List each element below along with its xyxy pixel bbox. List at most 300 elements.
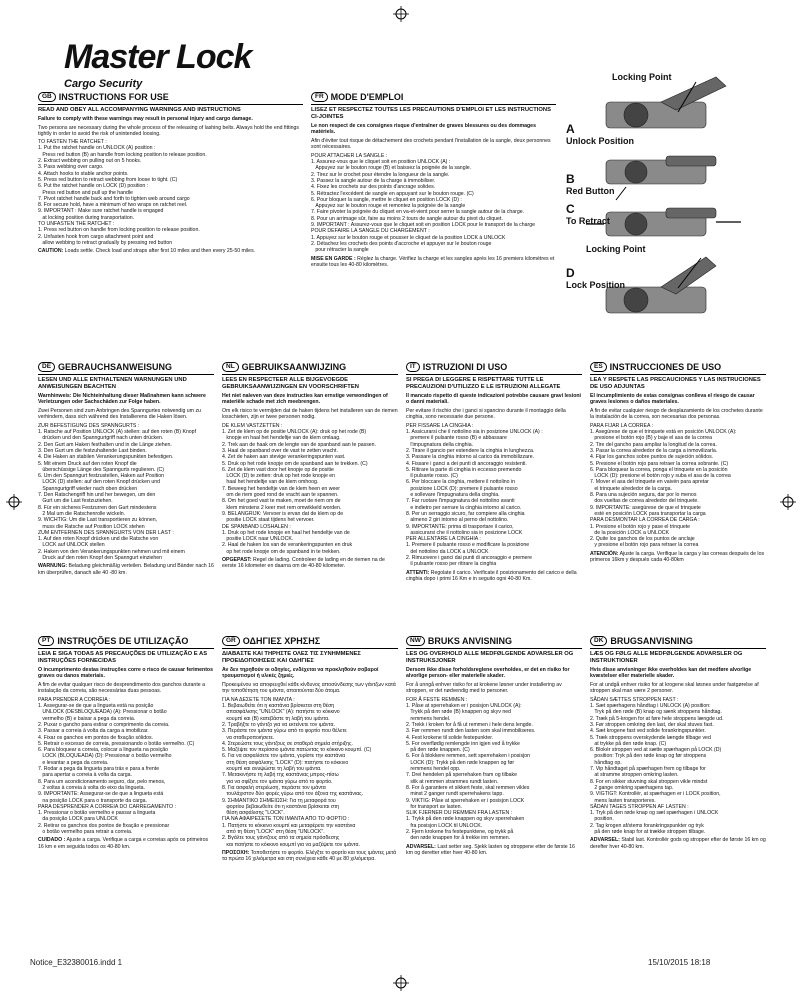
- intro-text: Two persons are necessary during the whole process of the releasing of lashing belts. Always hold the end fittings tightly in order to avoid the risk of unintended loosing.: [38, 124, 299, 137]
- footer-date: 15/10/2015 18:18: [648, 958, 711, 967]
- instruction-line: 6. Για να ασφαλίσετε τον ιμάντα, γυρίστε την καστάνια: [222, 753, 346, 760]
- instruction-line: Trykk på den røde (B) knappen og skyv ned: [406, 709, 512, 716]
- language-code-badge: IT: [406, 362, 420, 372]
- instruction-line: SÅDAN TAGES STROPPEN AF LASTEN :: [590, 803, 689, 810]
- caution-label: CUIDADO :: [38, 837, 66, 844]
- instruction-line: θέση ασφάλισης "LOCK".: [222, 810, 285, 817]
- section-divider: [38, 104, 303, 105]
- caution-label: OPGEPAST:: [222, 557, 252, 564]
- instruction-line: 8. Per un serraggio sicuro, far compiere alla cinghia: [406, 510, 525, 517]
- instruction-line: 7. Den Ratschengriff hin und her bewegen, um den: [38, 492, 156, 499]
- instruction-line: 7. Rodar a pega da lingueta para trás e para a frente: [38, 766, 160, 773]
- instruction-line: na posição LOCK para o transporte da carga.: [38, 797, 148, 804]
- warning-text: Αν δεν τηρηθούν οι οδηγίες, ενδέχεται να προκληθούν σοβαροί τραυματισμοί ή υλικές ζημιές.: [222, 666, 379, 680]
- instruction-line: dos vueltas de correa alrededor del trinquete.: [590, 498, 699, 505]
- instruction-line: 6. For å blokkere remmen, sett sperrehaken i posisjon: [406, 753, 530, 760]
- instruction-line: 1. Premere il pulsante rosso e modificare la posizione: [406, 542, 530, 549]
- section-header: [590, 362, 766, 372]
- caution-body: Ajuste la carga. Verifique la carga y las correas después de los primeros 16km y después cada 40-80km: [590, 550, 765, 564]
- caution-label: ADVARSEL:: [406, 843, 436, 850]
- caution-text: [38, 837, 214, 850]
- caution-body: Regolate il carico. Verificate il posizionamento del carico e della cinghia dopo i primi 16 Km e in seguito ogni 40-80 Km.: [406, 569, 577, 582]
- instruction-line: 1. Pressionar o botão vermelho e passar a lingueta: [38, 810, 156, 817]
- caution-body: Beladung gleichmäßig verteilen. Beladung und Bänder nach 16 km überprüfen, danach alle 40 -80 km.: [38, 563, 214, 576]
- instruction-line: fra posisjon LOCK til UNLOCK.: [406, 822, 483, 829]
- language-code-badge: GR: [222, 636, 240, 646]
- instruction-line: på den røde knap for at trække stroppen tilbage.: [590, 829, 706, 836]
- instruction-line: 6. Para bloquear la correa, ponga el trinquete en la posición: [590, 466, 728, 473]
- section-header: [590, 636, 766, 646]
- instruction-line: 1. Tryk på den røde knap og sæt spærhagen i UNLOCK: [590, 810, 719, 817]
- instruction-line: på den røde knappen. (C): [406, 747, 470, 754]
- section-heading: LÆS OG FØLG ALLE MEDFØLGENDE ADVARSLER OG INSTRUKTIONER: [590, 651, 743, 664]
- instruction-line: 8. Om het goed vast te maken, moet de riem om de: [222, 498, 341, 505]
- instruction-line: 6. Put the ratchet handle on LOCK (D) position :: [38, 183, 149, 190]
- section-divider: [311, 104, 556, 105]
- instruction-line: να σταθεροποιήσετε.: [222, 734, 275, 741]
- intro-text: Afin d'éviter tout risque de détachement des crochets pendant l'installation de la sangle, deux personnes sont nécessaires.: [311, 138, 551, 151]
- instruction-line: 9. IMPORTANT : Assurez-vous que le cliquet soit en position LOCK pour le transport de la charge: [311, 222, 536, 229]
- instruction-line: 6. Para bloquear a correia, colocar a lingueta na posição: [38, 747, 169, 754]
- figure-label-b: Red Button: [566, 186, 615, 196]
- instruction-line: l'impugnatura della cinghia.: [406, 441, 474, 448]
- instruction-line: απασφάλισης "UNLOCK" (A): πατήστε το κόκκινο: [222, 709, 340, 716]
- figure-letter-a: A: [566, 122, 575, 136]
- instruction-line: positie LOCK staat tijdens het vervoer.: [222, 517, 315, 524]
- instruction-line: slik at remmen strammes rundt lasten.: [406, 778, 499, 785]
- brand-subtitle: Cargo Security: [64, 78, 143, 90]
- instruction-line: 5. Druk op het rode knopje om de spanband aan te trekken. (C): [222, 460, 368, 467]
- caution-body: Stabil last. Kontrollér gods og stropper efter de første 16 km og derefter hver 40-80 km.: [590, 837, 766, 850]
- section-title: ΟΔΗΓΙΕΣ ΧΡΗΣΗΣ: [242, 636, 321, 646]
- instruction-line: POUR DEFAIRE LA SANGLE DU CHARGEMENT :: [311, 228, 430, 235]
- instruction-line: 7. Vip håndtaget på spærhagen frem og tilbage for: [590, 766, 706, 773]
- instruction-line: positie LOCK naar UNLOCK.: [222, 536, 294, 543]
- instruction-line: 5. For overflødig remlengde inn igjen ved å trykke: [406, 740, 520, 747]
- instruction-line: 2. Haal de haken los van de verankeringspunten en druk: [222, 542, 353, 549]
- section-divider: [406, 374, 582, 375]
- instruction-line: 5. Rétractez l'excédent de sangle en appuyant sur le bouton rouge. (C): [311, 190, 474, 197]
- instruction-line: 7. Mover el asa del trinquete en vaivén para apretar: [590, 479, 709, 486]
- instruction-line: el trinquete alrededor de la carga.: [590, 485, 672, 492]
- instruction-line: φορτίου βεβαιωθείτε ότι η καστάνια βρίσκεται στη: [222, 803, 340, 810]
- instruction-line: PER FISSARE LA CINGHIA :: [406, 422, 474, 429]
- instruction-line: 1. Assegurar-se de que a lingueta está na posição: [38, 703, 154, 710]
- instruction-line: for transport av lasten.: [406, 803, 462, 810]
- instruction-line: 6. Blokér stroppen ved at sætte spærhagen på LOCK (D): [590, 747, 722, 754]
- section-gr: [222, 636, 398, 936]
- instruction-line: 3. Den Gurt um die festzuhaltende Last binden.: [38, 447, 147, 454]
- instruction-line: 2. Tirare il gancio per estendere la cinghia in lunghezza.: [406, 447, 535, 454]
- figure-b-ratchet: [606, 156, 716, 200]
- instruction-line: 1. Βεβαιωθείτε ότι η καστάνια βρίσκεται στη θέση: [222, 703, 335, 710]
- instruction-line: 1. Assurez-vous que le cliquet soit en position UNLOCK (A) :: [311, 159, 451, 166]
- instruction-line: κουμπί και ανυψώστε τη λαβή του ιμάντα.: [222, 766, 322, 773]
- caution-text: [406, 844, 582, 857]
- section-title: INSTRUCCIONES DE USO: [609, 362, 722, 372]
- instruction-line: 9. IMPORTANTE: Assegurar-se de que a lingueta está: [38, 791, 164, 798]
- caution-body: Ajuste a carga. Verifique a carga e correias após os primeiros 16 km e em seguida todos os 40-80 km.: [38, 837, 209, 850]
- instruction-line: 8. Pour un arrimage sûr, faire au moins 2 tours de sangle autour du pivot du cliquet.: [311, 215, 503, 222]
- caution-text: [311, 256, 556, 269]
- instruction-line: om de riem goed rond de vracht aan te spannen.: [222, 492, 339, 499]
- figure-label-c: To Retract: [566, 216, 610, 226]
- warning-text: Hvis disse anvisninger ikke overholdes kan det medføre alvorlige kvæstelser eller materielle skader.: [590, 666, 752, 680]
- section-dk: [590, 636, 766, 936]
- instruction-line: 9. IMPORTANT : Make sure ratchet handle is engaged: [38, 208, 164, 215]
- section-heading: LESEN UND ALLE ENTHALTENEN WARNUNGEN UND ANWEISUNGEN BEACHTEN: [38, 377, 187, 390]
- section-title: GEBRUIKSAANWIJZING: [241, 362, 347, 372]
- instruction-line: LOCK (D): Trykk på den røde knappen og før: [406, 759, 515, 766]
- instruction-line: FOR Å FESTE REMMEN :: [406, 696, 468, 703]
- instruction-line: mens lasten transporteres.: [590, 797, 656, 804]
- instruction-line: klem minstens 2 keer met rem omwikkeld worden.: [222, 504, 342, 511]
- instruction-line: 9. WICHTIG: Um die Last transportieren zu können,: [38, 517, 158, 524]
- instruction-line: op het rode knopje om de spanband in te trekken.: [222, 548, 341, 555]
- section-header: [311, 92, 556, 102]
- instruction-line: vermelho (B) e baixar a pega da correia.: [38, 715, 136, 722]
- instruction-line: 1. Πατήστε το κόκκινο κουμπί και μεταφέρετε την καστάνια: [222, 822, 356, 829]
- instruction-line: para apertar a correia à volta da carga.: [38, 772, 133, 779]
- section-heading: ΔΙΑΒΑΣΤΕ ΚΑΙ ΤΗΡΗΣΤΕ ΟΛΕΣ ΤΙΣ ΣΥΝΗΜΜΕΝΕΣ ΠΡΟΕΙΔΟΠΟΙΗΣΕΙΣ ΚΑΙ ΟΔΗΓΙΕΣ: [222, 651, 361, 664]
- instruction-line: 1. Auf den roten Knopf drücken und die Ratsche von: [38, 536, 159, 543]
- figure-a-ratchet: [606, 77, 726, 128]
- caution-label: ADVARSEL:: [590, 837, 620, 844]
- instruction-line: 1. Asegúrese de que el trinquete está en posición UNLOCK (A):: [590, 429, 737, 436]
- instruction-line: de la posición LOCK a UNLOCK: [590, 529, 670, 536]
- warning-text: Le non respect de ces consignes risque d'entraîner de graves blessures ou des dommages matériels.: [311, 122, 536, 136]
- instruction-line: 8. For å garantere et sikkert feste, skal remmen vikles: [406, 784, 530, 791]
- locking-point-label-top: Locking Point: [612, 72, 672, 82]
- instruction-line: 1. Trykk på den røde knappen og skyv sperrehaken: [406, 816, 525, 823]
- instruction-line: position.: [590, 816, 614, 823]
- instruction-line: Press red button (B) an handle from locking position to release position.: [38, 151, 207, 158]
- figure-label-d: Lock Position: [566, 280, 626, 290]
- instruction-line: Tryk på den røde (B) knap og sænk stroppens håndtag.: [590, 709, 722, 716]
- language-code-badge: ES: [590, 362, 607, 372]
- instruction-line: minst 2 ganger rundt sperrehakens tapp.: [406, 791, 504, 798]
- caution-label: MISE EN GARDE :: [311, 255, 356, 262]
- instruction-line: ZUR BEFESTIGUNG DES SPANNGURTS :: [38, 422, 140, 429]
- instruction-line: 1. Press red button on handle from locking position to release position.: [38, 227, 200, 234]
- caution-label: ATTENTI:: [406, 569, 430, 576]
- language-code-badge: GB: [38, 92, 56, 102]
- instruction-line: da posição LOCK para UNLOCK: [38, 816, 118, 823]
- intro-text: For at undgå enhver risiko for at krogene skal løsnes under fastgørelse af stroppen skal man være 2 personer.: [590, 682, 759, 695]
- instruction-line: Appuyez sur le bouton rouge (B) et baissez la poignée de la sangle.: [311, 165, 472, 172]
- intro-text: Zwei Personen sind zum Anbringen des Spanngurtes notwendig um zu verhindern, dass sich während des Installierens die Haken lösen.: [38, 408, 201, 421]
- instruction-line: allow webbing to retract gradually by pressing red button: [38, 239, 173, 246]
- section-divider: [590, 648, 766, 649]
- caution-label: ATENCIÓN:: [590, 550, 619, 557]
- instruction-line: 2. Tag krogen af/stems forankringspunkter og tryk: [590, 822, 704, 829]
- section-divider: [406, 648, 582, 649]
- instruction-line: LOCK (D) te zetten: druk op het rode knopje en: [222, 473, 336, 480]
- instruction-line: 4. Fest krokene til solide festepunkter.: [406, 734, 494, 741]
- instruction-line: 6. Per bloccare la cinghia, mettere il nottolino in: [406, 479, 515, 486]
- instruction-line: 3. Haal de spanband over de vast te zetten vracht.: [222, 447, 338, 454]
- instruction-line: 2. Den Gurt am Haken festhalten und in die Länge ziehen.: [38, 441, 172, 448]
- instruction-line: 1. Druk op het rode knopje en haal het hendeltje van de: [222, 529, 350, 536]
- section-header: [222, 636, 398, 646]
- instruction-line: 7. Faire pivoter la poignée du cliquet en va-et-vient pour serrer la sangle autour de la charge.: [311, 209, 525, 216]
- intro-text: For å unngå enhver risiko for at krokene løsner under installering av stroppen, er det nødvendig med to personer.: [406, 682, 562, 695]
- instruction-line: 4. Zet de haken aan stevige verankeringspunten vast.: [222, 454, 346, 461]
- section-heading: LISEZ ET RESPECTEZ TOUTES LES PRECAUTIONS D'EMPLOI ET LES INSTRUCTIONS CI-JOINTES: [311, 107, 551, 120]
- instruction-line: 6. Pour bloquer la sangle, mettre le cliquet en position LOCK (D) :: [311, 196, 462, 203]
- intro-text: Προκειμένου να αποφευχθεί κάθε κίνδυνος αποσύνδεσης των γάντζων κατά την τοποθέτηση του ιμάντα, απαιτούνται δύο άτομα.: [222, 682, 396, 695]
- instruction-line: LOCK (BLOQUEADA) (D): Pressionar o botão vermelho: [38, 753, 172, 760]
- section-pt: [38, 636, 214, 936]
- section-title: ISTRUZIONI DI USO: [422, 362, 508, 372]
- language-code-badge: FR: [311, 92, 328, 102]
- instruction-line: 2 Mal um die Ratschenrolle wickeln.: [38, 510, 126, 517]
- instruction-line: e indietro per serrare la cinghia intorno al carico.: [406, 504, 522, 511]
- instruction-line: 1. Assicurarsi che il nottolino sia in posizione UNLOCK (A) :: [406, 429, 543, 436]
- figure-letter-d: D: [566, 266, 575, 280]
- instruction-line: 9. VIGTIGT: Kontrollér, at spærhagen er i LOCK position,: [590, 791, 721, 798]
- instruction-line: presione el botón rojo (B) y baje el asa de la correa: [590, 435, 712, 442]
- instruction-line: 6. Zet de klem vast door het knopje op de positie: [222, 466, 334, 473]
- section-title: GEBRAUCHSANWEISUNG: [58, 362, 173, 372]
- instruction-line: 2. Fjern krokene fra festepunktene, og trykk på: [406, 829, 514, 836]
- caution-text: [406, 570, 582, 583]
- section-heading: READ AND OBEY ALL ACCOMPANYING WARNINGS AND INSTRUCTIONS: [38, 107, 241, 113]
- caution-label: CAUTION:: [38, 248, 64, 255]
- warning-text: Dersom ikke disse forholdsreglene overholdes, er det en risiko for alvorlige person- eller materielle skader.: [406, 666, 570, 680]
- section-nl: [222, 362, 398, 624]
- instruction-line: PARA DESPRENDER A CORREIA DO CARREGAMENTO :: [38, 803, 176, 810]
- section-header: [222, 362, 398, 372]
- instruction-line: 2. Tirez sur le crochet pour étendre la longueur de la sangle.: [311, 171, 450, 178]
- caution-body: Τοποθετήστε το φορτίο. Ελέγξτε το φορτίο και τους ιμάντες μετά τα πρώτα 16 χιλιόμετρα και στη συνέχεια κάθε 40 με 80 χιλιόμετρα.: [222, 849, 397, 863]
- footer-filename: Notice_E32380016.indd 1: [30, 958, 123, 967]
- caution-label: WARNUNG:: [38, 563, 68, 570]
- instruction-line: remmens hendel.: [406, 715, 451, 722]
- warning-text: Warnhinweis: Die Nichteinhaltung dieser Maßnahmen kann schwere Verletzungen oder Sachschäden zur Folge haben.: [38, 392, 206, 406]
- instruction-line: 5. Presione el botón rojo para retraer la correa sobrante. (C): [590, 460, 729, 467]
- instruction-line: 5. Mit einem Druck auf den roten Knopf die: [38, 460, 137, 467]
- instruction-line: 9. ΣΗΜΑΝΤΙΚΟ ΣΗΜΕΙΩΣΗ: Για τη μεταφορά του: [222, 797, 336, 804]
- instruction-line: håndtag op.: [590, 759, 622, 766]
- warning-text: El incumplimiento de estas consignas conlleva el riesgo de causar graves lesiones o daños materiales.: [590, 392, 755, 406]
- warning-text: Het niet naleven van deze instructies kan ernstige verwondingen of materiële schade met zich meebrengen.: [222, 392, 388, 406]
- ratchet-illustration: [566, 72, 766, 352]
- instruction-line: 8. Für ein sicheres Festzurren den Gurt mindestens: [38, 504, 157, 511]
- section-title: MODE D'EMPLOI: [330, 92, 404, 102]
- caution-body: Loads settle. Check load and straps after first 10 miles and then every 25-50 miles.: [63, 248, 256, 255]
- instruction-line: 3. Pasar la correa alrededor de la carga a inmovilizarla.: [590, 447, 718, 454]
- instruction-line: 2. Quite los ganchos de los puntos de anclaje: [590, 536, 695, 543]
- instruction-line: del nottolino da LOCK a UNLOCK: [406, 548, 489, 555]
- instruction-line: PARA DESMONTAR LA CORREA DE CARGA :: [590, 517, 700, 524]
- instruction-line: 6. Um den Spanngurt festzustellen, Haken auf Position: [38, 473, 165, 480]
- section-divider: [38, 374, 214, 375]
- instruction-line: assicurarsi che il nottolino sia in posizione LOCK: [406, 529, 523, 536]
- section-title: INSTRUÇÕES DE UTILIZAÇÃO: [57, 636, 189, 646]
- instruction-line: 9. VIKTIG: Påse at sperrehaken er i posisjon LOCK: [406, 797, 525, 804]
- caution-body: Last setter seg. Sjekk lasten og stroppene etter de første 16 km og deretter etter hver 40-80 km.: [406, 843, 575, 856]
- instruction-line: at trykke på den røde knap. (C): [590, 740, 667, 747]
- instruction-line: il pulsante rosso per ritirare la cinghia: [406, 561, 497, 568]
- instruction-line: 2. Unfasten hook from cargo attachment point and: [38, 233, 154, 240]
- warning-text: Il mancato rispetto di queste indicazioni potrebbe causare gravi lesioni o danni materiali.: [406, 392, 581, 406]
- instruction-line: 4. Στερεώστε τους γάντζους σε σταθερά σημεία στήριξης.: [222, 740, 353, 747]
- instruction-line: Appuyez sur le bouton rouge et remontez la poignée de la sangle: [311, 203, 466, 210]
- locking-point-label-bottom: Locking Point: [586, 244, 646, 254]
- instruction-line: il pulsante rosso. (C): [406, 473, 458, 480]
- caution-body: Regel de lading. Controleer de lading en de riemen na de eerste 16 kilometer en daarna om de 40-80 kilometer.: [222, 557, 385, 570]
- instruction-line: 2. Τραβήξτε το γάντζο για να εκτείνετε τον ιμάντα.: [222, 721, 335, 728]
- instruction-line: 7. Drei hendelen på sperrehaken fram og tilbake: [406, 772, 518, 779]
- instruction-line: 8. For en sikker stuvning skal stroppen vikle mindst: [590, 778, 708, 785]
- instruction-line: 8. Para um acondicionamento seguro, dar, pelo menos,: [38, 778, 166, 785]
- intro-text: A fin de evitar cualquier riesgo de desplazamiento de los crochetes durante la instalación de la correa, son necesarias dos personas.: [590, 408, 763, 421]
- instruction-line: 4. Attach hooks to stable anchor points.: [38, 170, 129, 177]
- instruction-line: pour rétracter la sangle: [311, 247, 369, 254]
- instruction-line: 4. Fixar os ganchos em pontos de fixação sólidos.: [38, 734, 154, 741]
- section-divider: [590, 374, 766, 375]
- instruction-line: e sollevare l'impugnatura della cinghia.: [406, 492, 500, 499]
- section-header: [406, 636, 582, 646]
- instruction-line: 8. For secure hold, have a minimum of two wraps on ratchet reel.: [38, 202, 188, 209]
- instruction-line: 1. Presione el botón rojo y pase el trinquete: [590, 523, 691, 530]
- instruction-line: 5. Retrair o excesso de correia, pressionando o botão vermelho. (C): [38, 740, 195, 747]
- figure-letter-c: C: [566, 202, 575, 216]
- caution-text: [590, 551, 766, 564]
- instruction-line: για να σφίξετε τον ιμάντα γύρω από το φορτίο.: [222, 778, 333, 785]
- caution-text: [38, 248, 303, 254]
- instruction-line: ZUM ENTFERNEN DES SPANNGURTS VON DER LAST :: [38, 529, 174, 536]
- instruction-line: knopje en haal het hendeltje van de klem omlaag.: [222, 435, 341, 442]
- instruction-line: 9. BELANGRIJK: Vervoer is ervan dat de klem op de: [222, 510, 344, 517]
- section-header: [406, 362, 582, 372]
- language-code-badge: PT: [38, 636, 54, 646]
- language-code-badge: DK: [590, 636, 607, 646]
- instruction-line: 1. Zet de klem op de positie UNLOCK (A): druk op het rode (B): [222, 429, 367, 436]
- instruction-line: 9. IMPORTANTE: asegúrese de que el trinquete: [590, 504, 701, 511]
- section-heading: LES OG OVERHOLD ALLE MEDFØLGENDE ADVARSLER OG INSTRUKSJONER: [406, 651, 574, 664]
- instruction-line: 1. Påse at sperrehaken er i posisjon UNLOCK (A):: [406, 703, 522, 710]
- instruction-line: 4. Die Haken an stabilen Verankerungspunkten befestigen.: [38, 454, 174, 461]
- instruction-line: 2. Détachez les crochets des points d'accroche et appuyer sur le bouton rouge: [311, 240, 492, 247]
- instruction-line: 2. Træk på 5-krogen for at føre hele stroppens længde ud.: [590, 715, 724, 722]
- instruction-line: 2. Trekk i kroken for å få ut remmen i hele dens lengde.: [406, 721, 533, 728]
- instruction-line: 2 gange omkring spærhagens tap.: [590, 784, 674, 791]
- instruction-line: 1. Sæt spærhagens håndtag i UNLOCK (A) position:: [590, 703, 711, 710]
- registration-mark-bottom: [393, 975, 409, 991]
- instruction-line: 5. Μαζέψτε τον περίσσιο ιμάντα πατώντας το κόκκινο κουμπί. (C): [222, 747, 372, 754]
- instruction-line: 4. Fixez les crochets sur des points d'ancrage solides.: [311, 184, 436, 191]
- instruction-line: Gurt um die Last festzuziehen.: [38, 498, 113, 505]
- instruction-line: position: Tryk på den røde knap og før stroppens: [590, 753, 707, 760]
- warning-text: O incumprimento destas instruções corre o risco de causar ferimentos graves ou danos materiais.: [38, 666, 213, 680]
- instruction-line: überschüssige Länge des Spanngurts regulieren. (C): [38, 466, 165, 473]
- instruction-line: 7. Pivot ratchet handle back and forth to tighten web around cargo: [38, 195, 190, 202]
- instruction-line: muss die Ratsche auf Position LOCK stehen: [38, 523, 145, 530]
- instruction-line: 2. Βγάλτε τους γάντζους από τα σημεία πρόσδεσης: [222, 835, 340, 842]
- warning-text: Failure to comply with these warnings may result in personal injury and cargo damage.: [38, 115, 253, 122]
- instruction-line: 3. Før stroppen omkring den last, der skal stuves fast.: [590, 721, 714, 728]
- instruction-line: DE SPANBAND LOSHALEN :: [222, 523, 291, 530]
- instruction-line: 7. Beweeg het hendeltje van de klem heen en weer: [222, 485, 340, 492]
- language-code-badge: NL: [222, 362, 239, 372]
- instruction-line: 5. Ritirare la parte di cinghia in eccesso premendo: [406, 466, 522, 473]
- instruction-line: drücken und den Spanngurtgriff nach unten drücken.: [38, 435, 164, 442]
- instruction-line: ΓΙΑ ΝΑ ΑΦΑΙΡΕΣΕΤΕ ΤΟΝ ΙΜΑΝΤΑ ΑΠΟ ΤΟ ΦΟΡΤΙΟ :: [222, 816, 350, 823]
- instruction-line: almeno 2 giri intorno al perno del nottolino.: [406, 517, 509, 524]
- section-title: INSTRUCTIONS FOR USE: [58, 92, 169, 102]
- section-es: [590, 362, 766, 624]
- instruction-line: PARA FIJAR LA CORREA :: [590, 422, 654, 429]
- section-heading: LEES EN RESPECTEER ALLE BIJGEVOEGDE GEBRUIKSAANWIJZINGEN EN VOORSCHRIFTEN: [222, 377, 359, 390]
- master-lock-logo: [64, 40, 254, 100]
- instruction-line: 2. Haken von den Verankerungspunkten nehmen und mit einem: [38, 548, 185, 555]
- instruction-line: UNLOCK (DESBLOQUEADA) (A): Pressionar o botão: [38, 709, 167, 716]
- instruction-line: premere il pulsante rosso (B) e abbassare: [406, 435, 507, 442]
- instruction-line: den røde knappen for å trekke inn remmen.: [406, 835, 511, 842]
- instruction-line: 2. Rimuovere i ganci dai punti di ancoraggio e premere: [406, 555, 533, 562]
- instruction-line: 3. Pass webbing over cargo.: [38, 164, 104, 171]
- instruction-line: 4. Sæt krogene fast ved solide forankringspunkter.: [590, 728, 706, 735]
- section-heading: LEIA E SIGA TODAS AS PRECAUÇÕES DE UTILIZAÇÃO E AS INSTRUÇÕES FORNECIDAS: [38, 651, 208, 664]
- instruction-line: 3. Før remmen rundt den lasten som skal immobiliseres.: [406, 728, 536, 735]
- instruction-line: 5. Træk stroppens overskydende længde tilbage ved: [590, 734, 711, 741]
- instruction-line: 3. Περάστε τον ιμάντα γύρω από το φορτίο που θέλετε: [222, 728, 347, 735]
- registration-mark-top: [393, 6, 409, 22]
- section-title: BRUKS ANVISNING: [427, 636, 513, 646]
- instruction-line: haal het hendeltje van de klem omhoog.: [222, 479, 319, 486]
- section-header: [38, 362, 214, 372]
- instruction-line: 8. Para una sujeción segura, dar por lo menos: [590, 492, 697, 499]
- instruction-line: e levantar a pega da correia.: [38, 759, 109, 766]
- instruction-line: 1. Appuyez sur le bouton rouge et pousser le cliquet de la position LOCK à UNLOCK: [311, 234, 506, 241]
- instruction-line: 4. Fijar los ganchos sobre puntos de sujeción sólidos.: [590, 454, 714, 461]
- language-code-badge: NW: [406, 636, 425, 646]
- instruction-line: 4. Fissare i ganci a dei punti di ancoraggio resistenti.: [406, 460, 527, 467]
- registration-mark-right: [780, 494, 796, 510]
- section-divider: [38, 648, 214, 649]
- instruction-line: Druck auf den roten Knopf den Spanngurt einziehen: [38, 555, 163, 562]
- section-nw: [406, 636, 582, 936]
- figure-label-a: Unlock Position: [566, 136, 635, 146]
- instruction-line: 9. IMPORTANTE: prima di trasportare il carico,: [406, 523, 514, 530]
- instruction-line: PER ALLENTARE LA CINGHIA :: [406, 536, 481, 543]
- intro-text: A fim de evitar qualquer risco de desprendimento dos ganchos durante a instalação da correia, são necessárias duas pessoas.: [38, 682, 205, 695]
- instruction-line: SLIK FJERNER DU REMMEN FRA LASTEN :: [406, 810, 513, 817]
- instruction-line: LOCK (D): presione el botón rojo y suba el asa de la correa: [590, 473, 731, 480]
- instruction-line: 8. Για ασφαλή στερέωση, περάστε τον ιμάντα: [222, 784, 326, 791]
- instruction-line: Press red button and pull up the handle: [38, 189, 133, 196]
- instruction-line: Spanngurtgriff wieder nach oben drücken: [38, 485, 138, 492]
- section-header: [38, 92, 303, 102]
- instruction-line: 3. Passez la sangle autour de la charge à immobiliser.: [311, 177, 436, 184]
- instruction-line: 2. Tire del gancho para ampliar la longitud de la correa.: [590, 441, 717, 448]
- instruction-line: esté en posición LOCK para transportar la carga: [590, 510, 706, 517]
- instruction-line: LOCK auf UNLOCK stellen: [38, 542, 105, 549]
- section-divider: [222, 648, 398, 649]
- instruction-line: at stramme stroppen omkring lasten.: [590, 772, 679, 779]
- instruction-line: posizione LOCK (D): premere il pulsante rosso: [406, 485, 518, 492]
- instruction-line: 3. Passare la cinghia intorno al carico da immobilizzare.: [406, 454, 535, 461]
- instruction-line: 2. Puxar o gancho para estirar o comprimento da correia.: [38, 721, 170, 728]
- instruction-line: 1. Ratsche auf Position UNLOCK (A) stellen: auf den roten (B) Knopf: [38, 429, 197, 436]
- section-heading: SI PREGA DI LEGGERE E RISPETTARE TUTTE LE PRECAUZIONI D'UTILIZZO E LE ISTRUZIONI ALLEGATE: [406, 377, 561, 390]
- registration-mark-left: [6, 494, 22, 510]
- instruction-line: at locking position during transportation.: [38, 214, 135, 221]
- section-header: [38, 636, 214, 646]
- instruction-line: 7. Far ruotare l'impugnatura del nottolino avanti: [406, 498, 515, 505]
